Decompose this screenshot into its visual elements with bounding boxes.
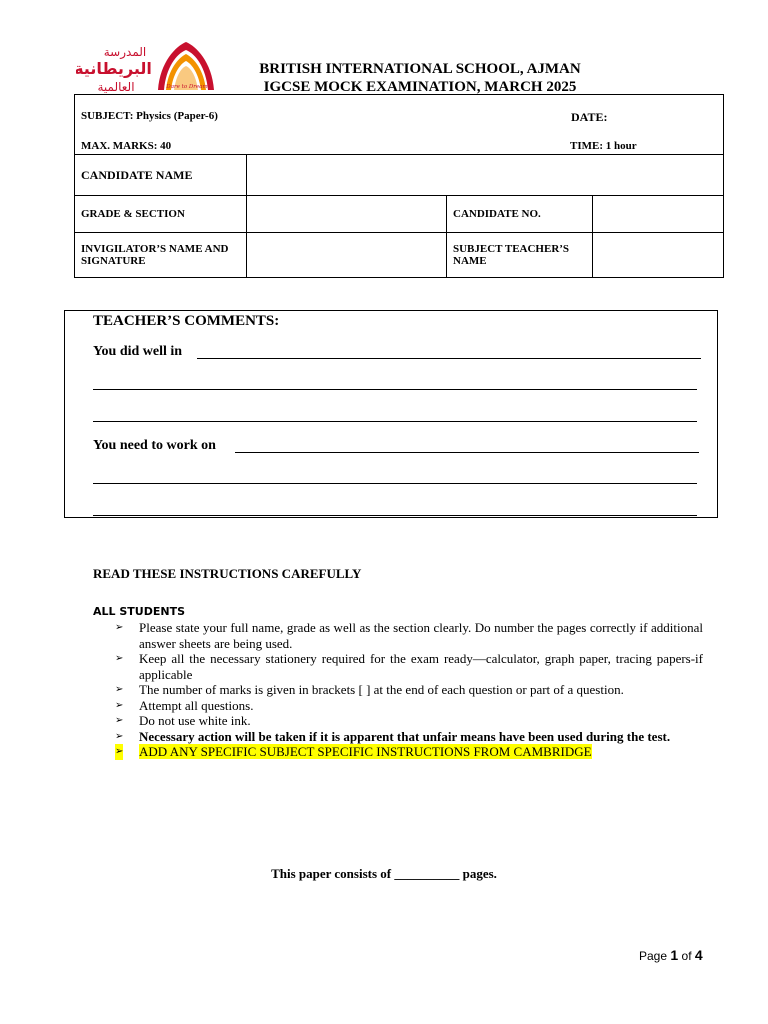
instruction-item: ➢ Attempt all questions.: [115, 697, 254, 713]
work-on-label: You need to work on: [93, 438, 216, 453]
invigilator-field[interactable]: [247, 233, 447, 278]
page-current: 1: [670, 947, 679, 963]
comments-title: TEACHER’S COMMENTS:: [93, 313, 280, 329]
pages-suffix: pages.: [462, 866, 497, 881]
time-label: TIME: 1 hour: [570, 140, 637, 152]
grade-section-field[interactable]: [247, 196, 447, 233]
arrow-bullet-icon: ➢: [115, 730, 124, 742]
pages-prefix: This paper consists of: [271, 866, 392, 881]
all-students-subheading: ALL STUDENTS: [93, 605, 185, 618]
subject-teacher-field[interactable]: [593, 233, 724, 278]
page-of: of: [681, 949, 692, 963]
logo-arabic-line2: البريطانية: [76, 59, 152, 78]
date-label: DATE:: [571, 110, 608, 124]
comment-line[interactable]: [93, 421, 697, 422]
instruction-item: ➢ The number of marks is given in brackets [ ] at the end of each question or part of a question.: [115, 682, 624, 697]
school-header: [220, 60, 620, 96]
candidate-no-field[interactable]: [593, 196, 724, 233]
school-logo: [76, 40, 216, 96]
arrow-bullet-icon: ➢: [115, 653, 124, 664]
max-marks-label: MAX. MARKS: 40: [81, 140, 172, 152]
did-well-line[interactable]: [197, 358, 701, 359]
comment-line[interactable]: [93, 389, 697, 390]
instruction-item-highlighted: ➢ ADD ANY SPECIFIC SUBJECT SPECIFIC INSTRUCTIONS FROM CAMBRIDGE: [115, 744, 592, 759]
instructions-heading: READ THESE INSTRUCTIONS CAREFULLY: [93, 566, 362, 581]
pages-blank[interactable]: __________: [394, 866, 460, 881]
school-name: BRITISH INTERNATIONAL SCHOOL, AJMAN: [259, 61, 581, 77]
invigilator-label: INVIGILATOR’S NAME AND SIGNATURE: [75, 233, 247, 278]
candidate-name-field[interactable]: [247, 155, 724, 196]
arrow-bullet-icon: ➢: [115, 622, 124, 633]
logo-arabic-line1: المدرسة: [103, 45, 147, 59]
exam-info-table: [74, 94, 724, 278]
exam-title: IGCSE MOCK EXAMINATION, MARCH 2025: [263, 79, 577, 95]
page-count-statement: [0, 866, 768, 882]
arrow-bullet-icon: ➢: [115, 684, 124, 695]
instruction-item: ➢ Please state your full name, grade as well as the section clearly. Do number the pages correctly if additional answer sheets are being used.: [115, 620, 703, 651]
comment-line[interactable]: [93, 515, 697, 516]
subject-teacher-label: SUBJECT TEACHER’S NAME: [447, 233, 593, 278]
logo-tagline: Dare to Dream: [166, 84, 208, 90]
candidate-name-label: CANDIDATE NAME: [75, 155, 247, 196]
instruction-item: ➢ Keep all the necessary stationery required for the exam ready—calculator, graph paper, tracing papers-if applicable: [115, 651, 703, 682]
did-well-label: You did well in: [93, 344, 183, 359]
instruction-item: ➢ Do not use white ink.: [115, 713, 251, 728]
arrow-bullet-icon: ➢: [115, 744, 123, 760]
arrow-bullet-icon: ➢: [115, 699, 124, 711]
subject-cell: [75, 95, 724, 155]
page-number: [639, 947, 703, 963]
teacher-comments-box: [64, 310, 718, 518]
grade-section-label: GRADE & SECTION: [75, 196, 247, 233]
instruction-item: ➢ Necessary action will be taken if it is apparent that unfair means have been used during the test.: [115, 728, 671, 744]
work-on-line[interactable]: [235, 452, 699, 453]
logo-arabic-line3: العالمية: [97, 80, 135, 94]
arrow-bullet-icon: ➢: [115, 715, 124, 726]
subject-label: SUBJECT: Physics (Paper-6): [81, 110, 218, 122]
candidate-no-label: CANDIDATE NO.: [447, 196, 593, 233]
instructions-list: [115, 620, 703, 760]
page-word: Page: [639, 949, 668, 963]
comment-line[interactable]: [93, 483, 697, 484]
page-total: 4: [694, 947, 703, 963]
